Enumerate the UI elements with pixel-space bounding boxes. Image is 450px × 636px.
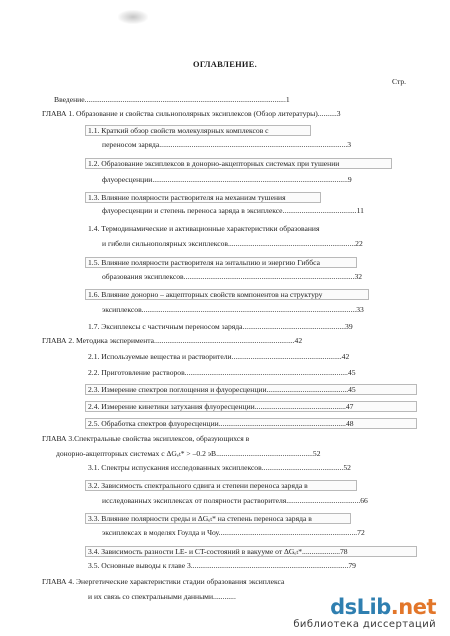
- toc-entry-3-5: 3.5. Основные выводы к главе 3...................................................................................79: [88, 561, 356, 570]
- toc-entry-1-3-cont: флуоресценции и степень переноса заряда в эксиплексе.......................................11: [102, 206, 364, 215]
- toc-chapter-1: ГЛАВА 1. Образование и свойства сильнополярных эксиплексов (Обзор литературы)..........3: [42, 109, 341, 118]
- toc-entry-1-2: 1.2. Образование эксиплексов в донорно-акцепторных системах при тушении: [85, 158, 392, 169]
- toc-entry-3-4: 3.4. Зависимость разности LE- и CT-состояний в вакууме от ΔGₑₜ*....................78: [85, 546, 417, 557]
- toc-entry-2-4: 2.4. Измерение кинетики затухания флуоресценции................................................47: [85, 401, 417, 412]
- toc-entry-2-5: 2.5. Обработка спектров флуоресценции...................................................................48: [85, 418, 417, 429]
- toc-chapter-2: ГЛАВА 2. Методика эксперимента..........................................................................42: [42, 336, 303, 345]
- toc-entry-2-1: 2.1. Используемые вещества и растворители..........................................................42: [88, 352, 350, 361]
- toc-entry-1-6: 1.6. Влияние донорно – акцепторных свойств компонентов на структуру: [85, 289, 369, 300]
- toc-entry-3-3-cont: эксиплексах в моделях Гоулда и Чоу.........................................................................72: [102, 528, 365, 537]
- toc-entry-1-7: 1.7. Эксиплексы с частичным переносом заряда......................................................39: [88, 322, 353, 331]
- toc-chapter-3-cont: донорно-акцепторных системах с ΔGₑₜ* > –0.2 эВ...................................................52: [56, 449, 321, 458]
- toc-entry-1-5-cont: образования эксиплексов..........................................................................................32: [102, 272, 363, 281]
- toc-entry-3-3: 3.3. Влияние полярности среды и ΔGₑₜ* на степень переноса заряда в: [85, 513, 351, 524]
- watermark-logo-suffix: .net: [390, 595, 436, 619]
- scan-smudge: [118, 10, 148, 24]
- toc-chapter-3: ГЛАВА 3.Спектральные свойства эксиплексов, образующихся в: [42, 434, 250, 443]
- toc-entry-3-1: 3.1. Спектры испускания исследованных эксиплексов...........................................52: [88, 463, 351, 472]
- watermark-logo: [293, 596, 436, 618]
- toc-entry-1-1: 1.1. Краткий обзор свойств молекулярных комплексов с: [85, 125, 311, 136]
- watermark-logo-main: dsLib: [330, 595, 391, 619]
- page-column-header: Стр.: [392, 77, 407, 86]
- toc-chapter-4-cont: и их связь со спектральными данными............: [88, 592, 236, 601]
- site-watermark: [293, 596, 436, 630]
- toc-entry-3-2-cont: исследованных эксиплексах от полярности растворителя.......................................66: [102, 496, 368, 505]
- toc-entry-2-2: 2.2. Приготовление растворов......................................................................................45: [88, 368, 356, 377]
- toc-entry-1-2-cont: флуоресценции.......................................................................................................9: [102, 175, 352, 184]
- watermark-subtitle: библиотека диссертаций: [293, 619, 436, 630]
- toc-entry-1-1-cont: переносом заряда...................................................................................................3: [102, 140, 352, 149]
- toc-entry-1-4-cont: и гибели сильнополярных эксиплексов...................................................................22: [102, 239, 363, 248]
- toc-entry-introduction: Введение..........................................................................................................1: [54, 95, 290, 104]
- toc-title: ОГЛАВЛЕНИЕ.: [193, 60, 257, 69]
- toc-entry-3-2: 3.2. Зависимость спектрального сдвига и степени переноса заряда в: [85, 480, 357, 491]
- toc-entry-1-5: 1.5. Влияние полярности растворителя на энтальпию и энергию Гиббса: [85, 257, 357, 268]
- toc-entry-1-6-cont: эксиплексов.................................................................................................................33: [102, 305, 364, 314]
- toc-chapter-4: ГЛАВА 4. Энергетические характеристики стадии образования эксиплекса: [42, 577, 285, 586]
- toc-entry-2-3: 2.3. Измерение спектров поглощения и флуоресценции...........................................45: [85, 384, 417, 395]
- toc-entry-1-4: 1.4. Термодинамические и активационные характеристики образования: [88, 224, 320, 233]
- toc-entry-1-3: 1.3. Влияние полярности растворителя на механизм тушения: [85, 192, 321, 203]
